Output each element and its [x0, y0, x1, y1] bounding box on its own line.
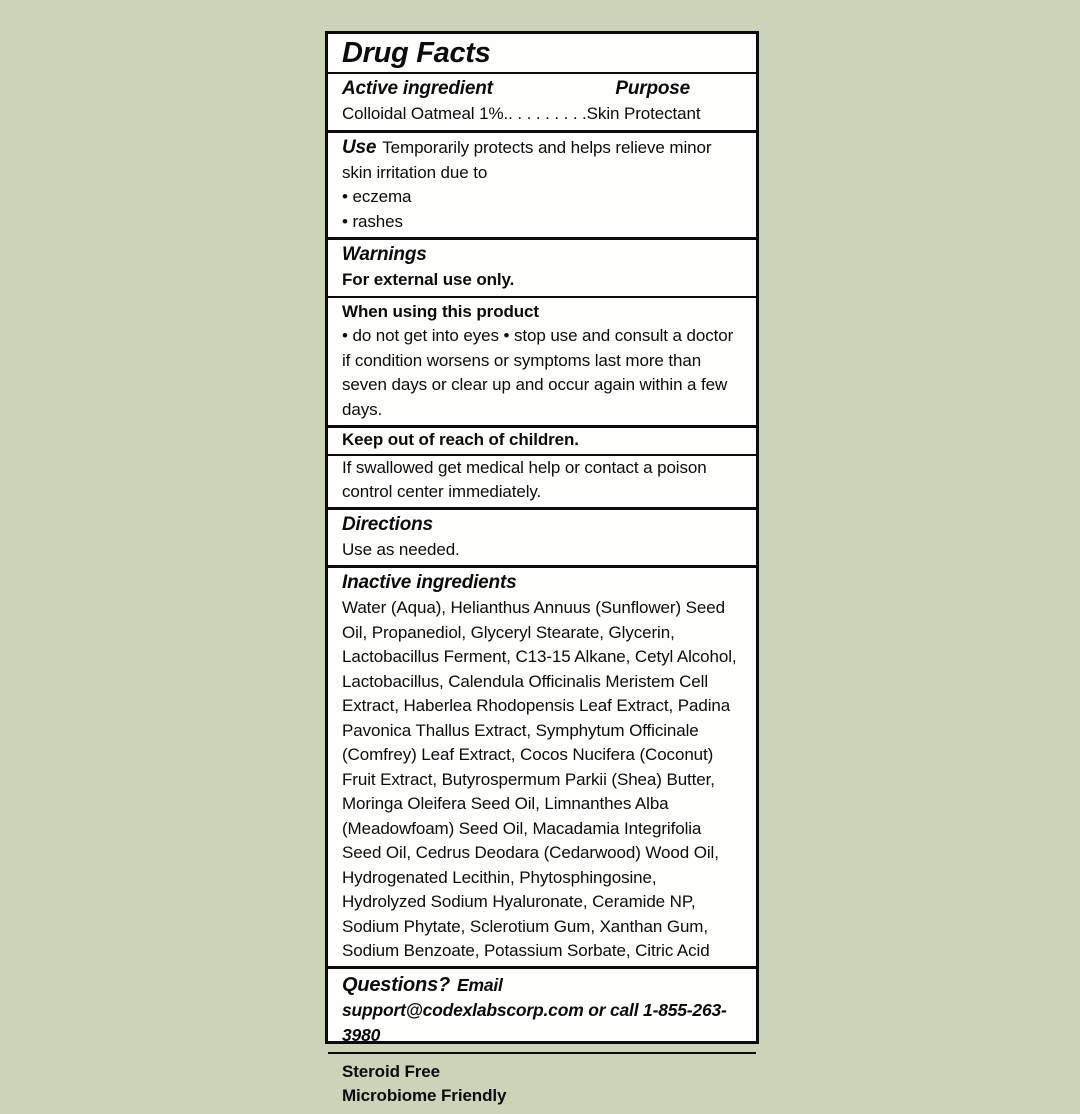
- use-bullet-rashes: • rashes: [342, 211, 403, 231]
- label-title: Drug Facts: [342, 37, 491, 69]
- inactive-ingredients-heading: Inactive ingredients: [342, 572, 517, 593]
- claim-steroid-free: Steroid Free: [342, 1061, 440, 1081]
- use-bullet-eczema: • eczema: [342, 187, 412, 206]
- questions-paragraph: [342, 973, 742, 1048]
- directions-heading: Directions: [342, 513, 433, 535]
- drug-facts-label: [325, 31, 759, 1105]
- section-active-ingredient: [328, 72, 756, 130]
- section-questions: [328, 966, 756, 1052]
- section-claims: [328, 1052, 756, 1114]
- section-warnings: [328, 237, 756, 296]
- purpose-heading: Purpose: [615, 78, 690, 99]
- section-if-swallowed: [328, 454, 756, 507]
- section-directions: [328, 507, 756, 566]
- questions-contact-text: Email support@codexlabscorp.com or call 1-855-263-3980: [342, 974, 727, 1045]
- active-ingredient-value: Colloidal Oatmeal 1%.. . . . . . . . .Skin Protectant: [342, 104, 701, 123]
- warnings-heading: Warnings: [342, 244, 427, 265]
- keep-out-heading: Keep out of reach of children.: [342, 430, 579, 449]
- directions-text: Use as needed.: [342, 539, 460, 559]
- section-keep-out: [328, 425, 756, 454]
- warnings-subheading: For external use only.: [342, 270, 515, 289]
- section-when-using: [328, 296, 756, 426]
- section-title: [328, 34, 756, 72]
- if-swallowed-text: If swallowed get medical help or contact a poison control center immediately.: [342, 457, 707, 501]
- questions-heading: Questions?: [342, 973, 451, 996]
- use-heading: Use: [342, 136, 377, 158]
- when-using-heading: When using this product: [342, 301, 539, 321]
- section-use: [328, 130, 756, 238]
- claim-microbiome-friendly: Microbiome Friendly: [342, 1086, 507, 1105]
- use-paragraph: [342, 135, 742, 186]
- when-using-text: • do not get into eyes • stop use and consult a doctor if condition worsens or symptoms last more than seven days or clear up and occur again within a few days.: [342, 326, 734, 419]
- active-ingredient-heading: Active ingredient: [342, 78, 493, 99]
- active-ingredient-heading-row: [342, 76, 742, 102]
- inactive-ingredients-text: Water (Aqua), Helianthus Annuus (Sunflower) Seed Oil, Propanediol, Glyceryl Stearate, Glycerin, Lactobacillus Ferment, C13-15 Alkane, Cetyl Alcohol, Lactobacillus, Calendula Officinalis Meristem Cell Extract, Haberlea Rhodopensis Leaf Extract, Padina Pavonica Thallus Extract, Symphytum Officinale (Comfrey) Leaf Extract, Cocos Nucifera (Coconut) Fruit Extract, Butyrospermum Parkii (Shea) Butter, Moringa Oleifera Seed Oil, Limnanthes Alba (Meadowfoam) Seed Oil, Macadamia Integrifolia Seed Oil, Cedrus Deodara (Cedarwood) Wood Oil, Hydrogenated Lecithin, Phytosphingosine, Hydrolyzed Sodium Hyaluronate, Ceramide NP, Sodium Phytate, Sclerotium Gum, Xanthan Gum, Sodium Benzoate, Potassium Sorbate, Citric Acid: [342, 598, 737, 960]
- section-inactive-ingredients: [328, 565, 756, 966]
- use-text: Temporarily protects and helps relieve minor skin irritation due to: [342, 137, 712, 182]
